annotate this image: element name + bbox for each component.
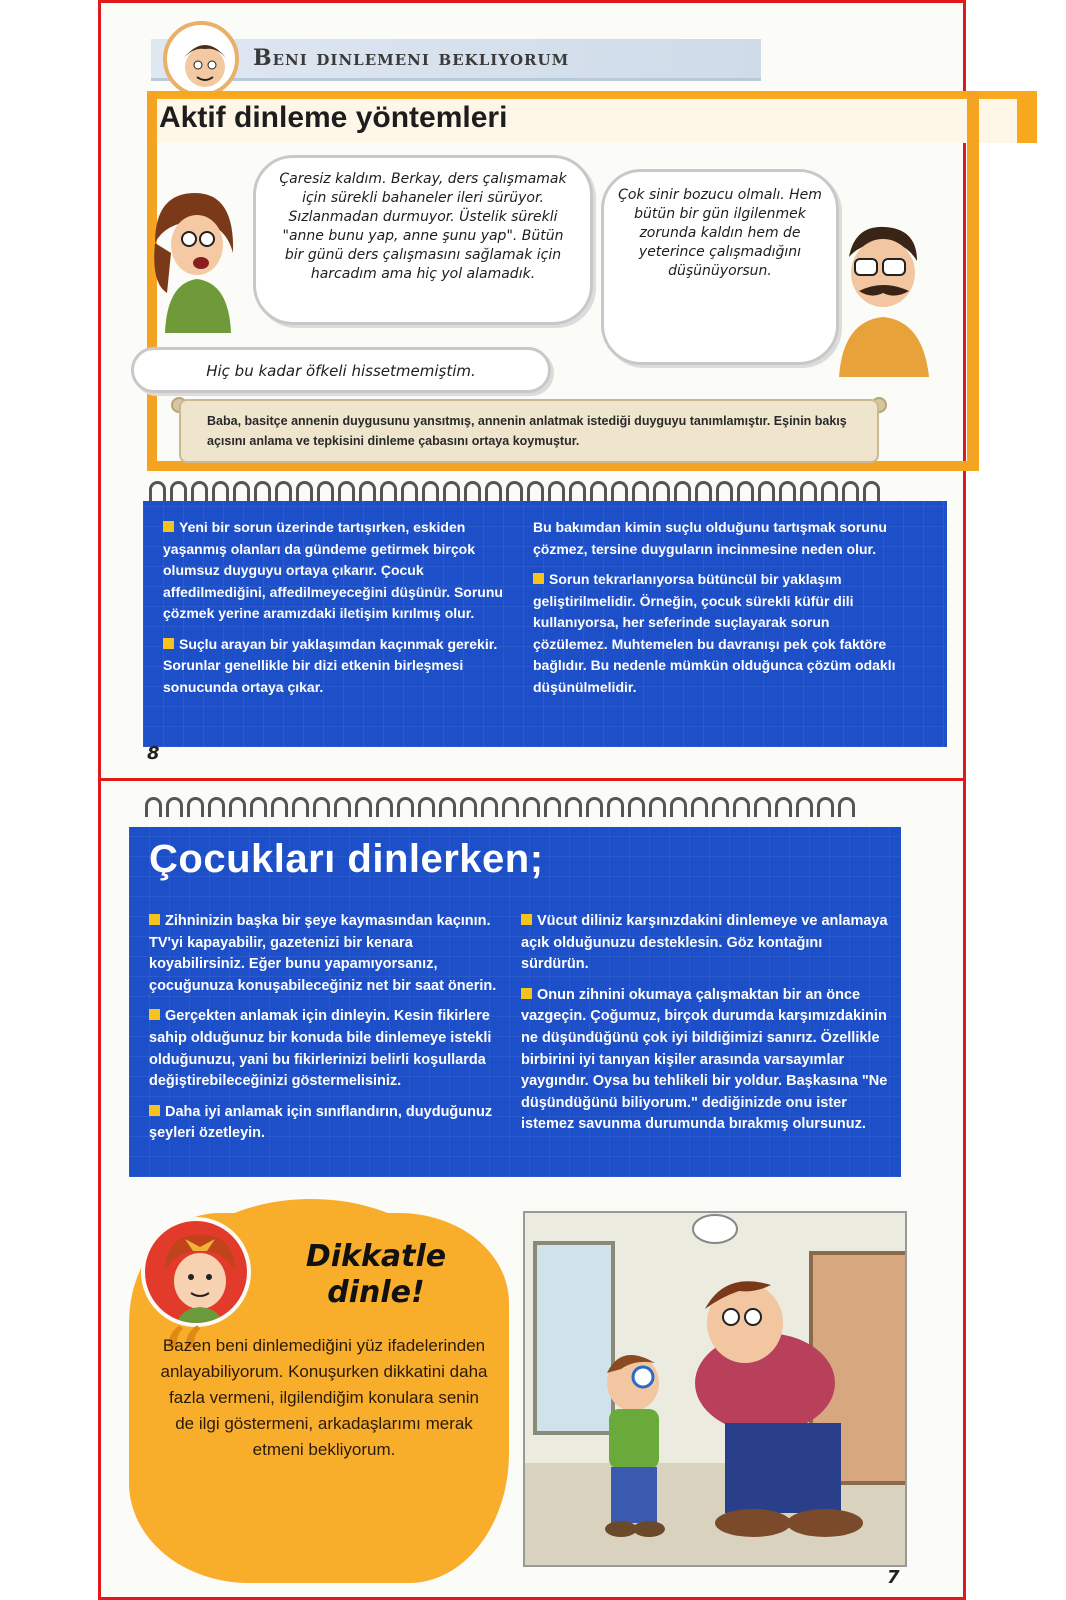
bullet-icon — [533, 573, 544, 584]
tips-panel-top — [143, 501, 947, 747]
mother-speech-bubble: Çaresiz kaldım. Berkay, ders çalışmamak için sürekli bahaneler ileri sürüyor. Sızlanmadan durmuyor. Üstelik sürekli "anne bunu yap, anne şunu yap". Bütün bir günü ders çalışmasını sağlamak için harcadım ama hiç yol alamadık. — [253, 155, 593, 325]
bullet-icon — [521, 988, 532, 999]
top-page — [98, 0, 966, 778]
header-title: Beni dinlemeni bekliyorum — [253, 45, 570, 71]
father-child-illustration — [523, 1211, 907, 1567]
father-illustration — [825, 217, 935, 377]
bullet-icon — [163, 521, 174, 532]
spiral-binding-bottom — [145, 797, 855, 817]
tip-text: Vücut diliniz karşınızdakini dinlemeye ve anlamaya açık olduğunuzu desteklesin. Göz kontağını sürdürün. — [521, 913, 888, 973]
callout-text: Bazen beni dinlemediğini yüz ifadelerinden anlayabiliyorum. Konuşurken dikkatini daha fazla vermeni, ilgilendiğim konulara senin de ilgi göstermeni, arkadaşlarımı merak etmeni bekliyorum. — [160, 1336, 488, 1459]
mother-illustration — [145, 183, 245, 333]
section-frame-right — [967, 91, 979, 471]
tip-text: Gerçekten anlamak için dinleyin. Kesin fikirlere sahip olduğunuz bir konuda bile dinlemeye istekli olduğunuzu, yani bu fikirlerinizi belirli koşullarda değiştirebileceğinizi göstermelisiniz. — [149, 1008, 492, 1090]
bullet-icon — [163, 638, 174, 649]
tip-text: Zihninizin başka bir şeye kaymasından kaçının. TV'yi kapayabilir, gazetenizi bir kenara koyabilirsiniz. Eğer bunu yapamıyorsanız, çocuğunuza konuşabileceğiniz net bir saat önerin. — [149, 913, 497, 994]
section-title: Aktif dinleme yöntemleri — [159, 101, 508, 134]
page-number-left: 8 — [147, 743, 160, 764]
mother-anger-bubble: Hiç bu kadar öfkeli hissetmemiştim. — [131, 347, 551, 393]
bullet-icon — [149, 1009, 160, 1020]
tips-right-column — [533, 517, 903, 707]
tip-text: Yeni bir sorun üzerinde tartışırken, eskiden yaşanmış olanları da gündeme getirmek birçok olumsuz duyguyu ortaya çıkarır. Çocuk affedilmediğini, affedilmeyeceğini düşünür. Sorunu çözmek yerine aramızdaki iletişim kırılmış olur. — [163, 519, 503, 621]
quote-mark-icon: “ — [159, 1309, 206, 1414]
tip-text: Sorun tekrarlanıyorsa bütüncül bir yaklaşım geliştirilmelidir. Örneğin, çocuk sürekli küfür dili kullanıyorsa, her seferinde suçlayarak sorun çözülemez. Muhtemelen bu davranışı pek çok faktöre bağlıdır. Bu nedenle mümkün olduğunca çözüm odaklı düşünülmelidir. — [533, 571, 896, 695]
boy-avatar-icon — [163, 21, 239, 97]
page-number-right: 7 — [887, 1567, 900, 1588]
bullet-icon — [521, 914, 532, 925]
bottom-page — [98, 778, 966, 1600]
tip-text: Daha iyi anlamak için sınıflandırın, duyduğunuz şeyleri özetleyin. — [149, 1103, 493, 1142]
tip-text: Bu bakımdan kimin suçlu olduğunu tartışmak sorunu çözmez, tersine duyguların incinmesine neden olur. — [533, 519, 887, 557]
bullet-icon — [149, 914, 160, 925]
tip-text: Suçlu arayan bir yaklaşımdan kaçınmak gerekir. Sorunlar genellikle bir dizi etkenin birleşmesi sonucunda ortaya çıkar. — [163, 635, 498, 695]
listening-left-column — [149, 911, 509, 1154]
father-speech-bubble: Çok sinir bozucu olmalı. Hem bütün bir gün ilgilenmek zorunda kaldın hem de yeterince çalışmadığını düşünüyorsun. — [601, 169, 839, 365]
note-scroll: Baba, basitçe annenin duygusunu yansıtmış, annenin anlatmak istediği duyguyu tanımlamıştır. Eşinin bakış açısını anlama ve tepkisini dinleme çabasını ortaya koymuştur. — [179, 399, 879, 463]
tips-left-column — [163, 517, 523, 707]
spiral-binding-top — [149, 481, 880, 501]
listening-right-column — [521, 911, 893, 1145]
tip-text: Onun zihnini okumaya çalışmaktan bir an önce vazgeçin. Çoğumuz, birçok durumda karşımızdakinin ne düşündüğünü çok iyi bildiğimizi sanırız. Özellikle birbirini iyi tanıyan kişiler arasında varsayımlar yaygındır. Oysa bu tehlikeli bir yoldur. Başkasına "Ne düşündüğünü biliyorum." dediğinizde onu ister istemez savunma durumunda bırakmış olursunuz. — [521, 986, 888, 1133]
listening-title: Çocukları dinlerken; — [149, 837, 544, 881]
callout-title: Dikkatle dinle! — [305, 1239, 447, 1310]
bullet-icon — [149, 1105, 160, 1116]
